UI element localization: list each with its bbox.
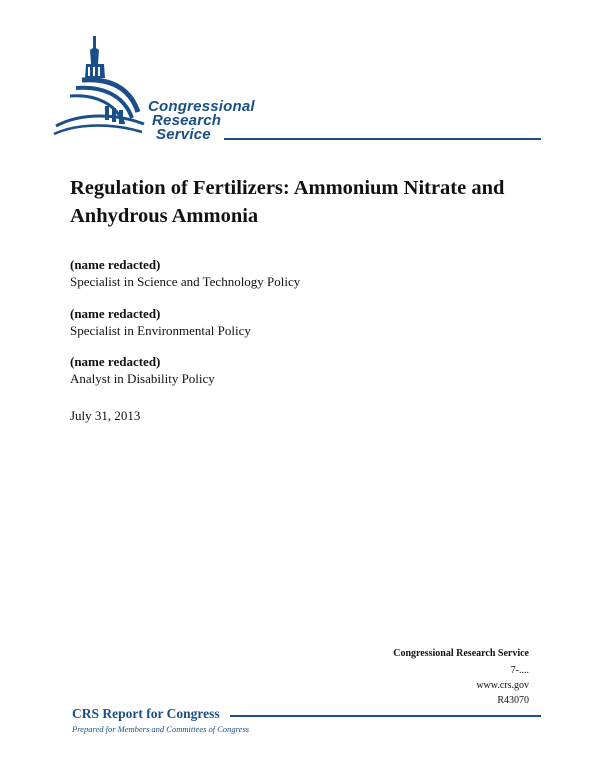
author-name: (name redacted) [70, 354, 161, 369]
logo-line-2: Research [152, 112, 222, 129]
publisher-url[interactable]: www.crs.gov [476, 680, 529, 691]
logo-wordmark [148, 100, 255, 142]
report-title: Regulation of Fertilizers: Ammonium Nitrate and Anhydrous Ammonia [70, 177, 505, 227]
report-number: R43070 [497, 695, 529, 706]
author-role: Analyst in Disability Policy [70, 371, 215, 386]
author-role: Specialist in Science and Technology Policy [70, 274, 301, 289]
capitol-dome-icon [52, 34, 152, 146]
publisher-info [393, 646, 529, 708]
logo-line-1: Congressional [148, 98, 255, 115]
author-name: (name redacted) [70, 257, 161, 272]
crs-logo [52, 34, 542, 146]
logo-line-3: Service [156, 126, 211, 143]
publisher-phone: 7-.... [510, 665, 529, 676]
footer-subtitle: Prepared for Members and Committees of Congress [72, 724, 250, 734]
author-block [70, 353, 215, 387]
report-date: July 31, 2013 [70, 408, 141, 423]
author-block [70, 256, 300, 290]
author-role: Specialist in Environmental Policy [70, 323, 251, 338]
publisher-org: Congressional Research Service [393, 648, 529, 659]
footer-rule [230, 715, 541, 717]
author-name: (name redacted) [70, 306, 161, 321]
author-block [70, 305, 251, 339]
logo-rule [224, 138, 541, 140]
footer-title: CRS Report for Congress [72, 706, 220, 721]
